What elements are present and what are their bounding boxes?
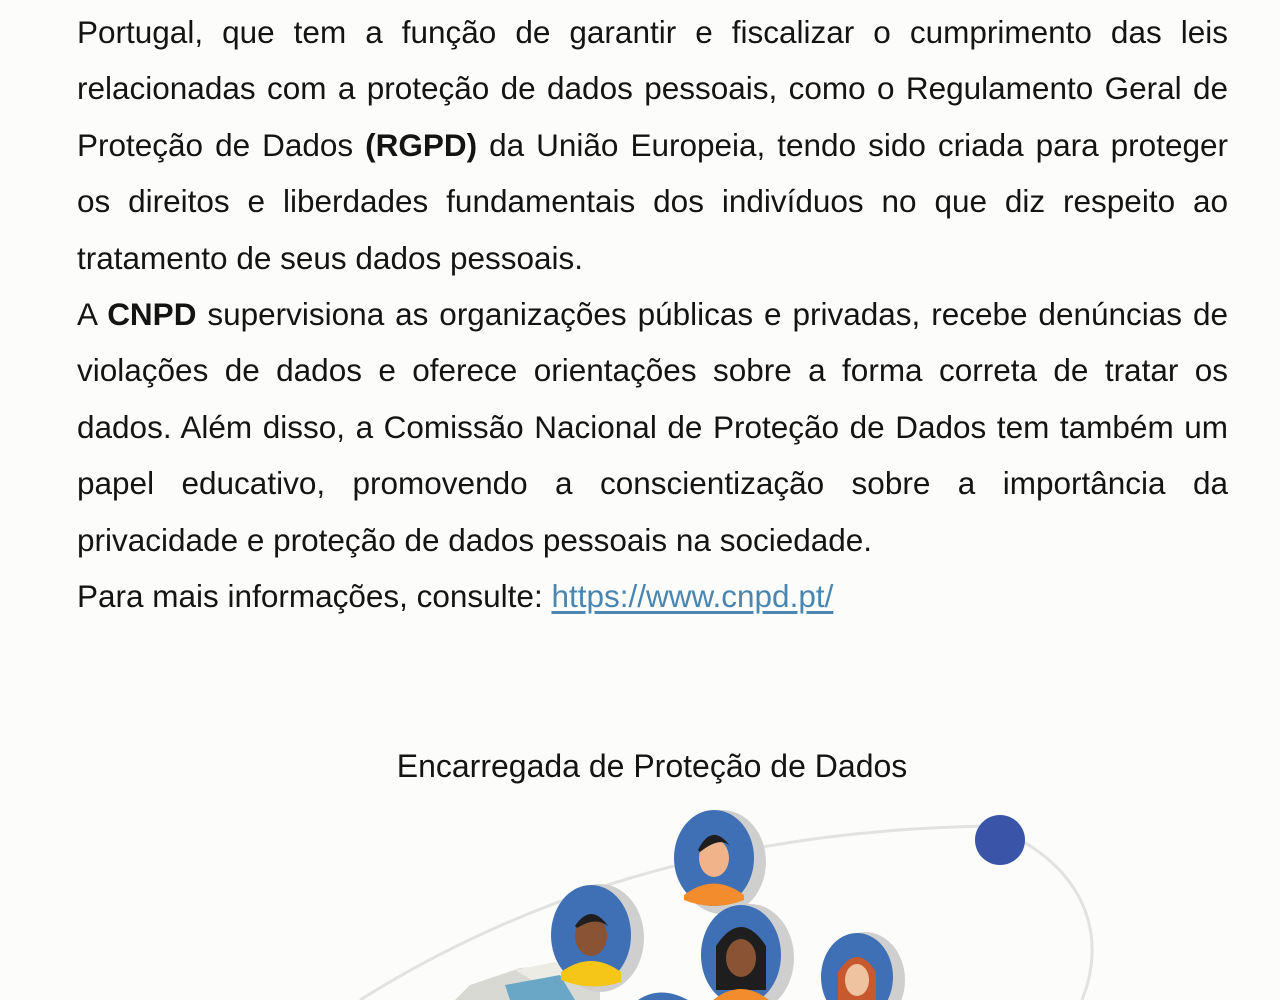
cnpd-acronym: CNPD xyxy=(107,296,197,333)
cnpd-website-link[interactable]: https://www.cnpd.pt/ xyxy=(551,578,834,615)
person-avatar-icon xyxy=(821,932,905,1000)
document-body xyxy=(77,4,1228,624)
paragraph-rgpd-text-1: Portugal, que tem a função de garantir e fiscalizar o cumprimento das leis relacionadas com a proteção de dados pessoais, como o Regulamento Geral de Proteção de Dados xyxy=(77,14,1228,163)
paragraph-cnpd-text-2: supervisiona as organizações públicas e privadas, recebe denúncias de violações de dados e oferece orientações sobre a forma correta de tratar os dados. Além disso, a Comissão Nacional de Proteção de Dados tem também um papel educativo, promovendo a conscientização sobre a importância da privacidade e proteção de dados pessoais na sociedade. xyxy=(77,296,1228,558)
paragraph-cnpd xyxy=(77,286,1228,568)
person-avatar-icon xyxy=(674,810,766,914)
person-avatar-icon xyxy=(551,884,644,992)
person-avatar-icon xyxy=(701,904,794,1000)
paragraph-rgpd-text-2: da União Europeia, tendo sido criada para proteger os direitos e liberdades fundamentais dos indivíduos no que diz respeito ao tratamento de seus dados pessoais. xyxy=(77,126,1228,276)
paragraph-cnpd-text-1: A xyxy=(77,296,108,333)
orbit-dot-icon xyxy=(975,815,1025,865)
data-protection-illustration xyxy=(0,790,1280,1000)
person-avatar-icon xyxy=(638,993,688,1000)
paragraph-rgpd xyxy=(77,4,1228,286)
info-label: Para mais informações, consulte: xyxy=(77,578,552,615)
section-caption: Encarregada de Proteção de Dados xyxy=(396,748,908,784)
rgpd-acronym: (RGPD) xyxy=(365,126,478,163)
info-line xyxy=(77,568,1228,624)
